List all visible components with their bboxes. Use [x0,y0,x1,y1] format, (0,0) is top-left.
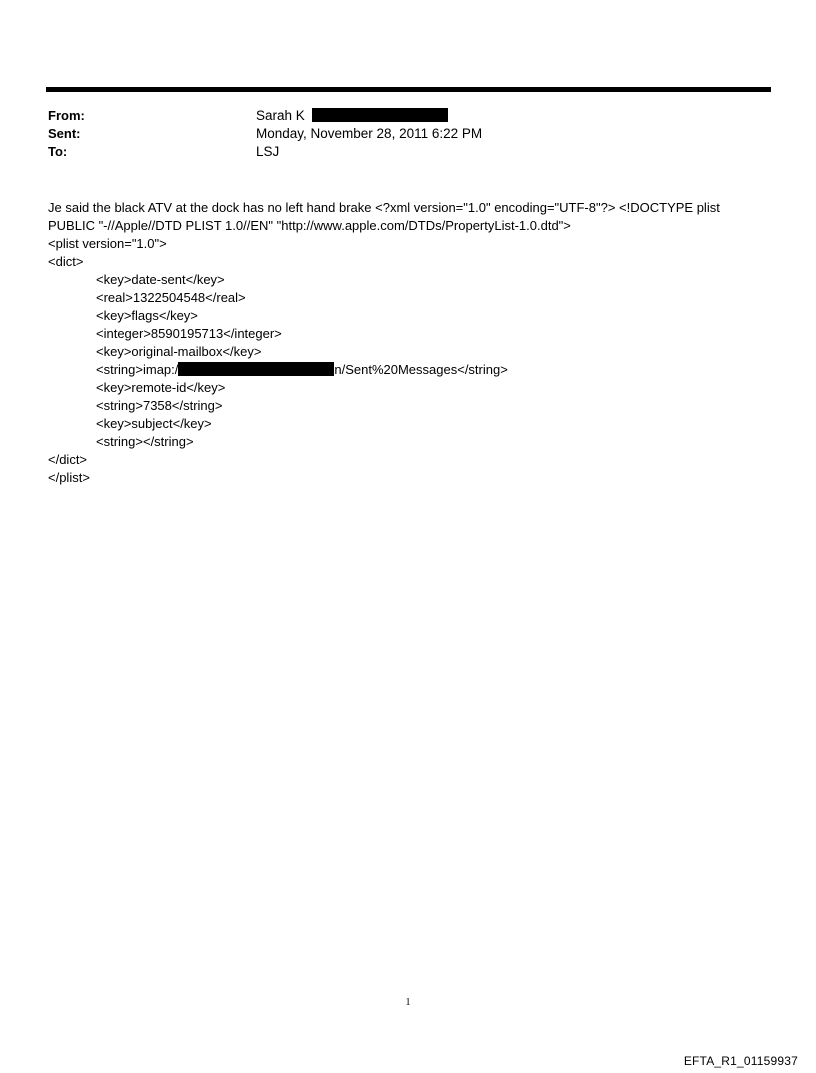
from-label: From: [48,108,85,123]
from-value [256,108,448,124]
page-number: 1 [405,997,411,1008]
sent-label: Sent: [48,126,81,141]
to-label: To: [48,144,68,159]
redaction-box [312,108,448,122]
sent-value: Monday, November 28, 2011 6:22 PM [256,126,483,141]
plist-entry: <integer>8590195713</integer> [96,326,282,341]
body-line: <plist version="1.0"> [48,236,167,251]
header-rule [46,87,771,92]
plist-entry: <key>subject</key> [96,416,212,431]
sender-name: Sarah K [256,108,305,123]
bates-number: EFTA_R1_01159937 [683,1054,798,1068]
body-line: <dict> [48,254,84,269]
to-value: LSJ [256,144,280,159]
plist-entry: <key>flags</key> [96,308,198,323]
plist-entry: <real>1322504548</real> [96,290,246,305]
email-body [48,199,768,487]
body-line: Je said the black ATV at the dock has no left hand brake <?xml version="1.0" encoding="UTF-8"?> <!DOCTYPE plist [48,200,720,215]
body-line: </plist> [48,470,90,485]
plist-entry: <key>original-mailbox</key> [96,344,262,359]
plist-entry-redacted [48,361,768,379]
plist-entry: <key>date-sent</key> [96,272,225,287]
plist-entry: <string>7358</string> [96,398,223,413]
imap-suffix: n/Sent%20Messages</string> [334,362,508,377]
body-line: PUBLIC "-//Apple//DTD PLIST 1.0//EN" "http://www.apple.com/DTDs/PropertyList-1.0.dtd"> [48,218,571,233]
redaction-box [178,362,334,376]
body-line: </dict> [48,452,88,467]
plist-entry: <string></string> [96,434,194,449]
imap-prefix: <string>imap:/ [96,362,179,377]
plist-entry: <key>remote-id</key> [96,380,226,395]
